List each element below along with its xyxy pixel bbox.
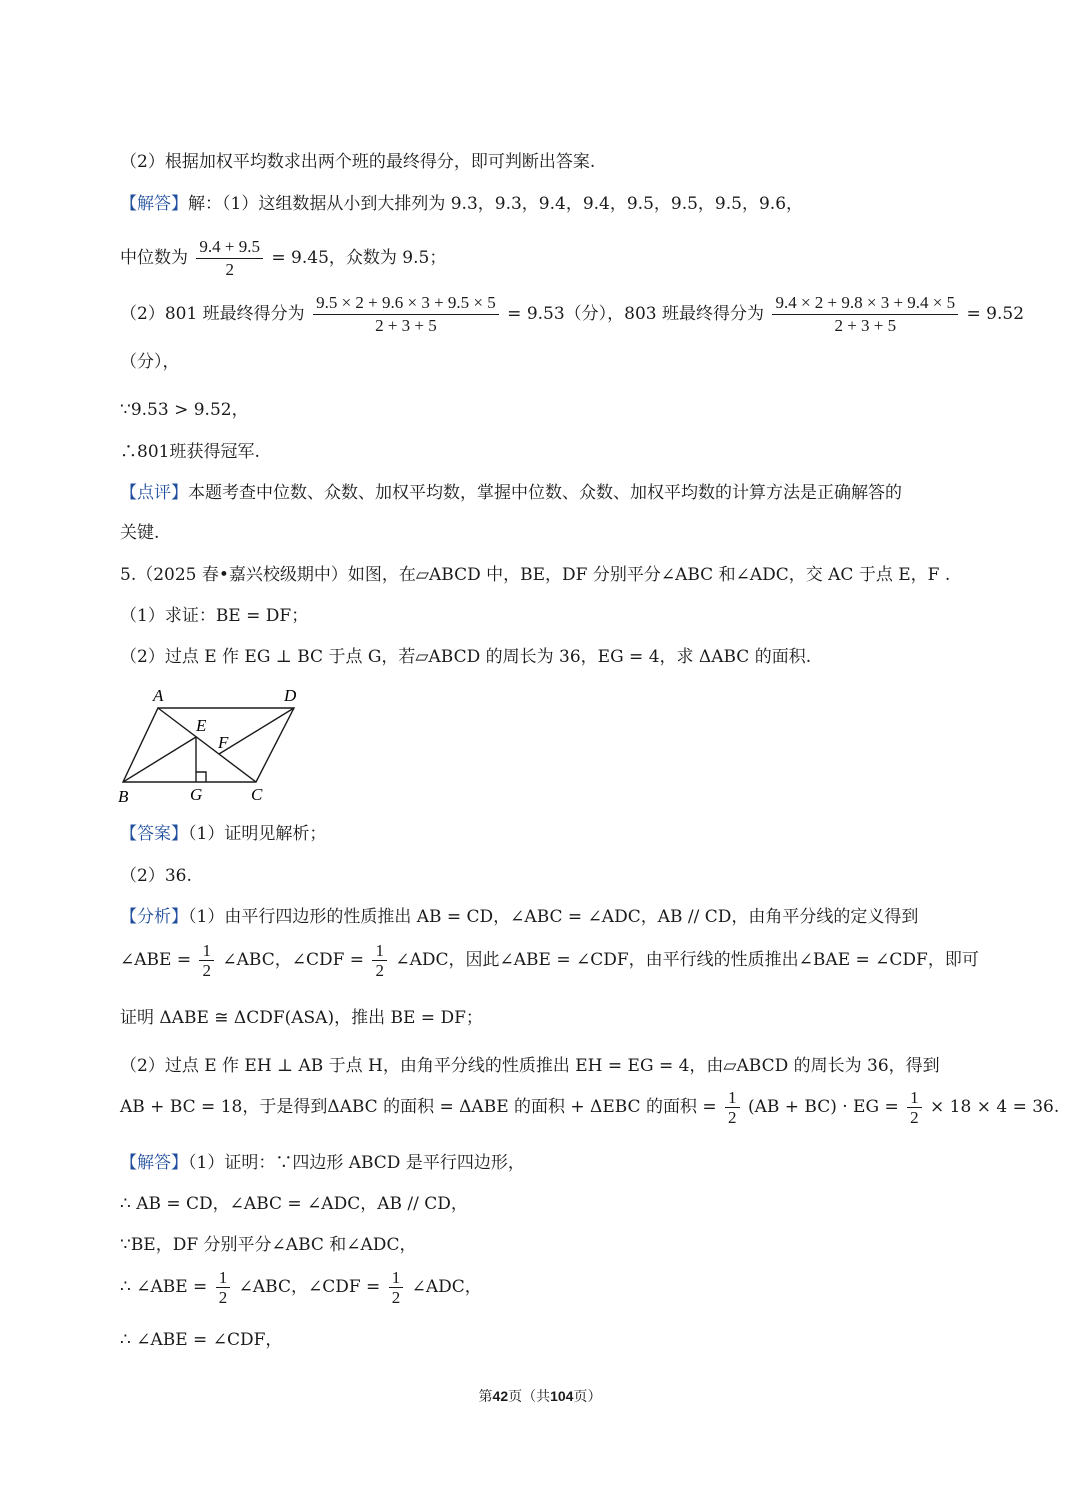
half-numerator: 1 xyxy=(199,941,214,961)
solution5-line-3: ∵BE，DF 分别平分∠ABC 和∠ADC， xyxy=(120,1235,417,1255)
half-denominator: 2 xyxy=(202,961,211,980)
question-5-part2: （2）过点 E 作 EG ⊥ BC 于点 G，若▱ABCD 的周长为 36，EG = 4，求 ΔABC 的面积. xyxy=(120,647,812,667)
half-fraction xyxy=(216,1268,231,1307)
half-numerator: 1 xyxy=(725,1088,740,1108)
class-803-result: = 9.52 xyxy=(966,304,1025,324)
label-c: C xyxy=(251,785,263,804)
label-d: D xyxy=(284,686,297,705)
half-denominator: 2 xyxy=(728,1108,737,1127)
sorted-data-text: 解：（1）这组数据从小到大排列为 9.3，9.3，9.4，9.4，9.5，9.5，9.5，9.6， xyxy=(188,194,804,214)
right-angle-mark xyxy=(196,772,206,782)
median-line xyxy=(120,236,446,281)
solution5-line-4 xyxy=(120,1268,482,1307)
class-803-denominator: 2 + 3 + 5 xyxy=(834,316,897,335)
label-e: E xyxy=(196,716,207,735)
solution5-line-2: ∴ AB = CD，∠ABC = ∠ADC，AB // CD， xyxy=(120,1194,468,1214)
half-numerator: 1 xyxy=(216,1268,231,1288)
analysis-text-1: （1）由平行四边形的性质推出 AB = CD，∠ABC = ∠ADC，AB // CD，由角平分线的定义得到 xyxy=(188,907,919,927)
half-denominator: 2 xyxy=(375,961,384,980)
analysis-abc-cdf: ∠ABC，∠CDF = xyxy=(222,950,365,970)
median-denominator: 2 xyxy=(225,260,234,279)
analysis-line-3: 证明 ΔABE ≅ ΔCDF(ASA)，推出 BE = DF； xyxy=(120,1008,483,1028)
label-b: B xyxy=(118,787,129,806)
answer-tag: 【答案】 xyxy=(120,824,188,844)
analysis-adc-rest: ∠ADC，因此∠ABE = ∠CDF，由平行线的性质推出∠BAE = ∠CDF，即可 xyxy=(395,950,979,970)
analysis-line-5 xyxy=(120,1088,1059,1127)
analysis-abe: ∠ABE = xyxy=(120,950,192,970)
solution-line-1 xyxy=(120,192,803,216)
half-denominator: 2 xyxy=(910,1108,919,1127)
analysis-line-4: （2）过点 E 作 EH ⊥ AB 于点 H，由角平分线的性质推出 EH = EG = 4，由▱ABCD 的周长为 36，得到 xyxy=(120,1056,940,1076)
weighted-scores-line xyxy=(120,292,1024,337)
hint-part2: （2）根据加权平均数求出两个班的最终得分，即可判断出答案. xyxy=(120,152,596,172)
parallelogram-figure xyxy=(110,682,340,812)
therefore-line: ∴801班获得冠军. xyxy=(120,442,260,462)
analysis-tag: 【分析】 xyxy=(120,907,188,927)
question-5-stem: 5.（2025 春•嘉兴校级期中）如图，在▱ABCD 中，BE，DF 分别平分∠ABC 和∠ADC，交 AC 于点 E，F . xyxy=(120,565,951,585)
half-numerator: 1 xyxy=(907,1088,922,1108)
answer-line-1 xyxy=(120,822,326,846)
unit-line: （分）， xyxy=(120,352,180,372)
class-803-label: = 9.53（分），803 班最终得分为 xyxy=(507,304,765,324)
comment-line-1 xyxy=(120,481,902,505)
half-fraction xyxy=(389,1268,404,1307)
analysis-area-result: × 18 × 4 = 36. xyxy=(930,1097,1060,1117)
question-5-part1: （1）求证：BE = DF； xyxy=(120,606,309,626)
analysis-area-text: AB + BC = 18，于是得到ΔABC 的面积 = ΔABE 的面积 + ΔEBC 的面积 = xyxy=(120,1097,717,1117)
solution5-line-5: ∴ ∠ABE = ∠CDF， xyxy=(120,1330,283,1350)
median-fraction xyxy=(196,236,263,281)
half-denominator: 2 xyxy=(391,1288,401,1307)
footer-middle: 页（共 xyxy=(508,1389,551,1405)
half-numerator: 1 xyxy=(372,941,387,961)
comment-tag: 【点评】 xyxy=(120,483,188,503)
answer-line-2: （2）36. xyxy=(120,866,192,886)
class-801-numerator: 9.5 × 2 + 9.6 × 3 + 9.5 × 5 xyxy=(313,292,499,315)
current-page-number: 42 xyxy=(492,1388,509,1404)
answer-part1: （1）证明见解析； xyxy=(188,824,327,844)
footer-suffix: 页） xyxy=(573,1389,602,1405)
solution5-abe: ∴ ∠ABE = xyxy=(120,1277,208,1297)
half-fraction xyxy=(372,941,387,980)
total-page-count: 104 xyxy=(550,1388,574,1404)
analysis-area-formula: (AB + BC) · EG = xyxy=(747,1097,899,1117)
because-line: ∵9.53 > 9.52， xyxy=(120,400,249,420)
class-801-fraction xyxy=(313,292,499,337)
class-801-label: （2）801 班最终得分为 xyxy=(120,304,305,324)
half-numerator: 1 xyxy=(389,1268,404,1288)
comment-text: 本题考查中位数、众数、加权平均数，掌握中位数、众数、加权平均数的计算方法是正确解答的 xyxy=(188,483,902,503)
half-fraction xyxy=(725,1088,740,1127)
solution5-line-1 xyxy=(120,1151,525,1175)
label-g: G xyxy=(190,785,203,804)
half-denominator: 2 xyxy=(218,1288,228,1307)
parallelogram-abcd xyxy=(123,708,294,782)
diagonal-ac xyxy=(158,708,256,782)
class-803-numerator: 9.4 × 2 + 9.8 × 3 + 9.4 × 5 xyxy=(772,292,958,315)
solution5-tag: 【解答】 xyxy=(120,1153,188,1173)
solution5-adc: ∠ADC， xyxy=(411,1277,482,1297)
analysis-line-1 xyxy=(120,905,918,929)
label-a: A xyxy=(153,686,164,705)
median-numerator: 9.4 + 9.5 xyxy=(196,236,263,259)
median-result: = 9.45，众数为 9.5； xyxy=(271,248,447,268)
solution5-abc-cdf: ∠ABC，∠CDF = xyxy=(238,1277,381,1297)
solution5-text-1: （1）证明：∵四边形 ABCD 是平行四边形， xyxy=(188,1153,525,1173)
comment-line-2: 关键. xyxy=(120,523,160,543)
label-f: F xyxy=(218,733,229,752)
analysis-line-2 xyxy=(120,941,979,980)
page-footer xyxy=(0,1386,1080,1407)
solution-tag: 【解答】 xyxy=(120,194,188,214)
footer-prefix: 第 xyxy=(478,1389,493,1405)
half-fraction xyxy=(907,1088,922,1127)
class-803-fraction xyxy=(772,292,958,337)
class-801-denominator: 2 + 3 + 5 xyxy=(375,316,437,335)
median-label: 中位数为 xyxy=(120,248,188,268)
half-fraction xyxy=(199,941,214,980)
